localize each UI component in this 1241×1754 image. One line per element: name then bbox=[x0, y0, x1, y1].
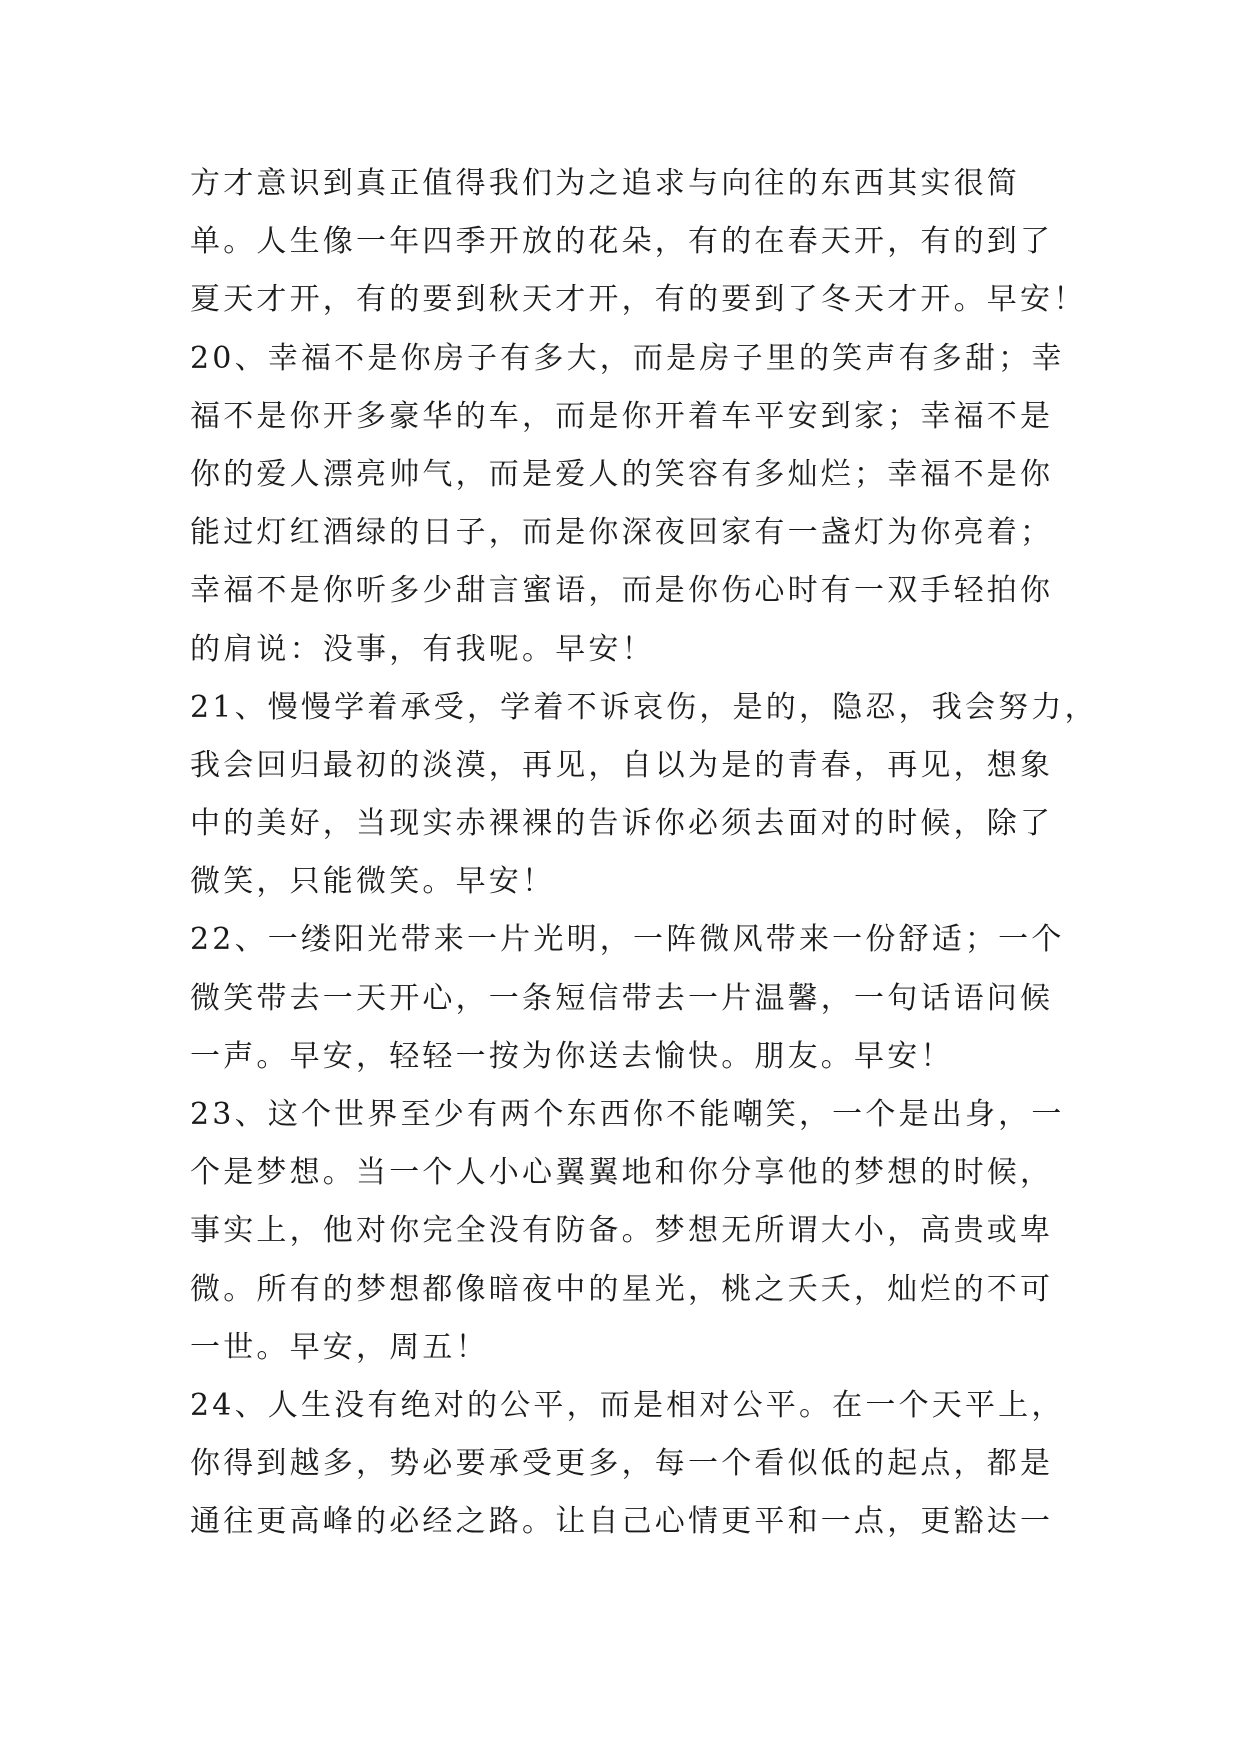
text-line: 事实上，他对你完全没有防备。梦想无所谓大小，高贵或卑 bbox=[190, 1213, 1054, 1249]
text-line: 微笑带去一天开心，一条短信带去一片温馨，一句话语问候 bbox=[190, 980, 1054, 1016]
document-body bbox=[190, 155, 1098, 1552]
text-line: 能过灯红酒绿的日子，而是你深夜回家有一盏灯为你亮着； bbox=[190, 515, 1054, 551]
text-line: 单。人生像一年四季开放的花朵，有的在春天开，有的到了 bbox=[190, 224, 1054, 260]
text-line: 夏天才开，有的要到秋天才开，有的要到了冬天才开。早安！ bbox=[190, 282, 1087, 318]
text-line: 24、人生没有绝对的公平，而是相对公平。在一个天平上， bbox=[190, 1387, 1065, 1423]
text-line: 福不是你开多豪华的车，而是你开着车平安到家；幸福不是 bbox=[190, 398, 1054, 434]
text-line: 23、这个世界至少有两个东西你不能嘲笑，一个是出身，一 bbox=[190, 1097, 1065, 1132]
text-line: 的肩说：没事，有我呢。早安！ bbox=[190, 631, 655, 667]
text-line: 中的美好，当现实赤裸裸的告诉你必须去面对的时候，除了 bbox=[190, 806, 1054, 842]
text-line: 21、慢慢学着承受，学着不诉哀伤，是的，隐忍，我会努力， bbox=[190, 689, 1098, 725]
text-line: 22、一缕阳光带来一片光明，一阵微风带来一份舒适；一个 bbox=[190, 922, 1065, 958]
text-line: 微笑，只能微笑。早安！ bbox=[190, 864, 556, 900]
text-line: 我会回归最初的淡漠，再见，自以为是的青春，再见，想象 bbox=[190, 747, 1054, 783]
text-line: 通往更高峰的必经之路。让自己心情更平和一点，更豁达一 bbox=[190, 1504, 1054, 1540]
text-line: 20、幸福不是你房子有多大，而是房子里的笑声有多甜；幸 bbox=[190, 340, 1065, 376]
text-line: 一声。早安，轻轻一按为你送去愉快。朋友。早安！ bbox=[190, 1038, 954, 1074]
text-line: 微。所有的梦想都像暗夜中的星光，桃之夭夭，灿烂的不可 bbox=[190, 1271, 1054, 1307]
text-line: 方才意识到真正值得我们为之追求与向往的东西其实很简 bbox=[190, 166, 1020, 201]
text-line: 你得到越多，势必要承受更多，每一个看似低的起点，都是 bbox=[190, 1446, 1054, 1482]
text-line: 幸福不是你听多少甜言蜜语，而是你伤心时有一双手轻拍你 bbox=[190, 573, 1054, 609]
text-line: 你的爱人漂亮帅气，而是爱人的笑容有多灿烂；幸福不是你 bbox=[190, 456, 1054, 492]
text-line: 个是梦想。当一个人小心翼翼地和你分享他的梦想的时候， bbox=[190, 1155, 1054, 1191]
text-line: 一世。早安，周五！ bbox=[190, 1329, 489, 1365]
